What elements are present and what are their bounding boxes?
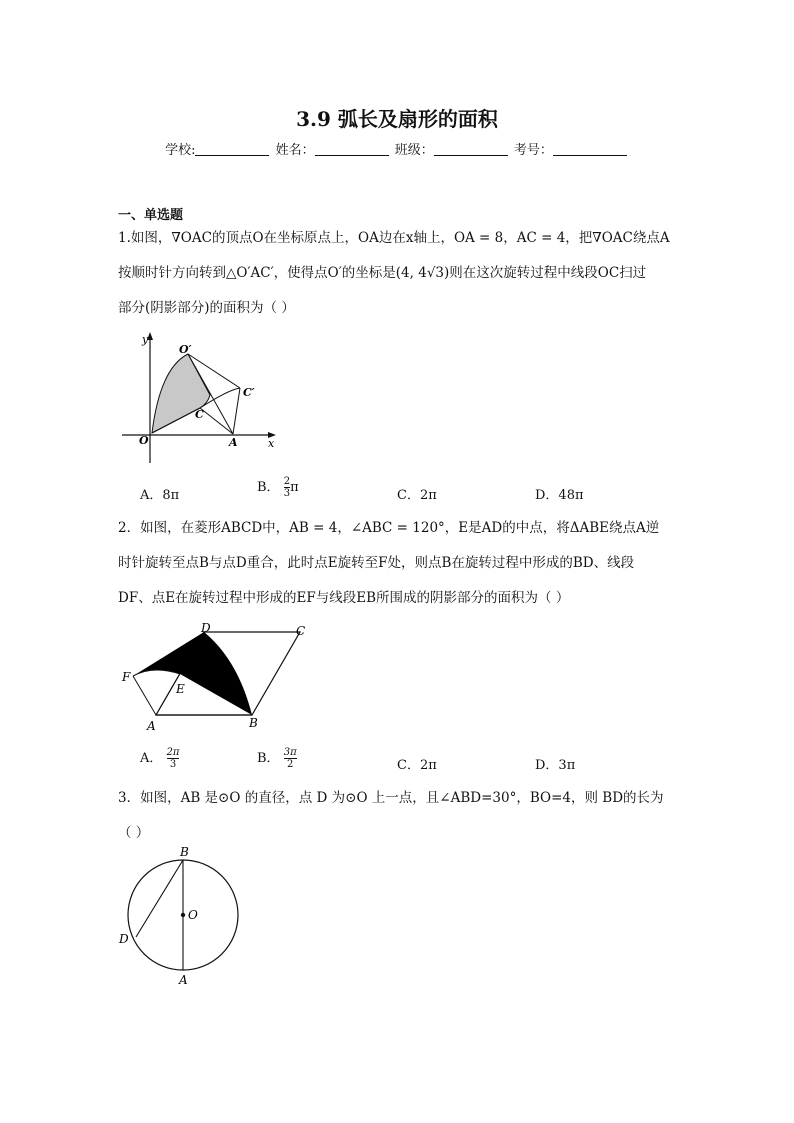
school-blank[interactable]: [195, 142, 269, 156]
name-label: 姓名：: [275, 143, 315, 158]
q1-label-A: A: [229, 436, 238, 449]
q1-label-x: x: [268, 437, 275, 450]
q3-chord-BD: [136, 860, 183, 937]
q2-label-D: D: [201, 621, 211, 635]
q1-label-O: O: [139, 434, 149, 447]
q3-label-A: A: [179, 973, 188, 987]
q2-option-d[interactable]: D．3π: [535, 758, 576, 773]
q3-center-point: [181, 913, 185, 917]
q2-shaded-region: [133, 632, 252, 715]
page-title: 3.9 弧长及扇形的面积: [296, 107, 498, 131]
q1-label-O-prime: O′: [179, 343, 192, 356]
q1-option-b[interactable]: B． $\frac{2}{3}$ π: [257, 476, 299, 499]
q1-label-C: C: [195, 408, 204, 421]
q1-label-C-prime: C′: [243, 386, 255, 399]
q1-line-2: 按顺时针方向转到△O′AC′，使得点O′的坐标是(4, 4√3)则在这次旋转过程中线段OC扫过: [118, 265, 647, 281]
q2-label-A: A: [147, 719, 156, 733]
question-1-text: [118, 221, 678, 326]
class-blank[interactable]: [434, 142, 508, 156]
q1-shaded-region: [152, 354, 210, 433]
q1-line-3: 部分(阴影部分)的面积为（ ）: [118, 300, 295, 316]
exam-number-blank[interactable]: [553, 142, 627, 156]
q2-figure: [118, 620, 318, 735]
class-label: 班级：: [394, 143, 434, 158]
q2-option-c[interactable]: C．2π: [397, 758, 437, 773]
q2-option-a-numerator: 2π: [166, 747, 180, 758]
q2-line-2: 时针旋转至点B与点D重合，此时点E旋转至F处，则点B在旋转过程中形成的BD、线段: [118, 555, 635, 571]
q1-figure: [118, 328, 288, 468]
q2-label-F: F: [122, 670, 131, 684]
name-blank[interactable]: [315, 142, 389, 156]
q3-label-D: D: [119, 932, 129, 946]
q2-option-b-numerator: 3π: [283, 747, 297, 758]
q3-figure: [114, 842, 254, 987]
q1-option-a[interactable]: A．8π: [140, 488, 180, 503]
q1-option-b-denominator: 3: [283, 488, 291, 499]
question-3-text: [118, 781, 678, 851]
q2-line-3: DF、点E在旋转过程中形成的EF与线段EB所围成的阴影部分的面积为（ ）: [118, 590, 570, 606]
q3-label-B: B: [180, 845, 189, 859]
q2-label-B: B: [249, 716, 258, 730]
q2-label-C: C: [296, 624, 306, 638]
q2-line-1: 2．如图，在菱形ABCD中，AB = 4，∠ABC = 120°，E是AD的中点，将ΔABE绕点A逆: [118, 520, 660, 536]
q3-line-1: 3．如图，AB 是⊙O 的直径，点 D 为⊙O 上一点，且∠ABD=30°，BO=4，则 BD的长为: [118, 790, 664, 806]
q1-option-c[interactable]: C．2π: [397, 488, 437, 503]
q2-option-b[interactable]: B． $\frac{3\pi}{2}$: [257, 747, 297, 770]
q2-option-b-denominator: 2: [286, 759, 294, 770]
q3-label-O: O: [188, 908, 198, 922]
student-info-line: [0, 139, 794, 158]
q1-label-y: y: [142, 333, 149, 346]
exam-number-label: 考号：: [513, 143, 553, 158]
question-2-text: [118, 511, 678, 616]
q1-line-1: 1.如图，∇OAC的顶点O在坐标原点上，OA边在x轴上，OA = 8，AC = 4，把∇OAC绕点A: [118, 230, 670, 246]
q1-option-b-numerator: 2: [283, 476, 291, 487]
q2-option-a[interactable]: A． $\frac{2\pi}{3}$: [140, 747, 180, 770]
q2-option-a-denominator: 3: [169, 759, 177, 770]
q2-label-E: E: [176, 682, 185, 696]
q1-option-d[interactable]: D．48π: [535, 488, 584, 503]
school-label: 学校:: [165, 143, 196, 158]
q3-line-2: （ ）: [118, 825, 150, 841]
section-title: 一、单选题: [118, 208, 184, 223]
